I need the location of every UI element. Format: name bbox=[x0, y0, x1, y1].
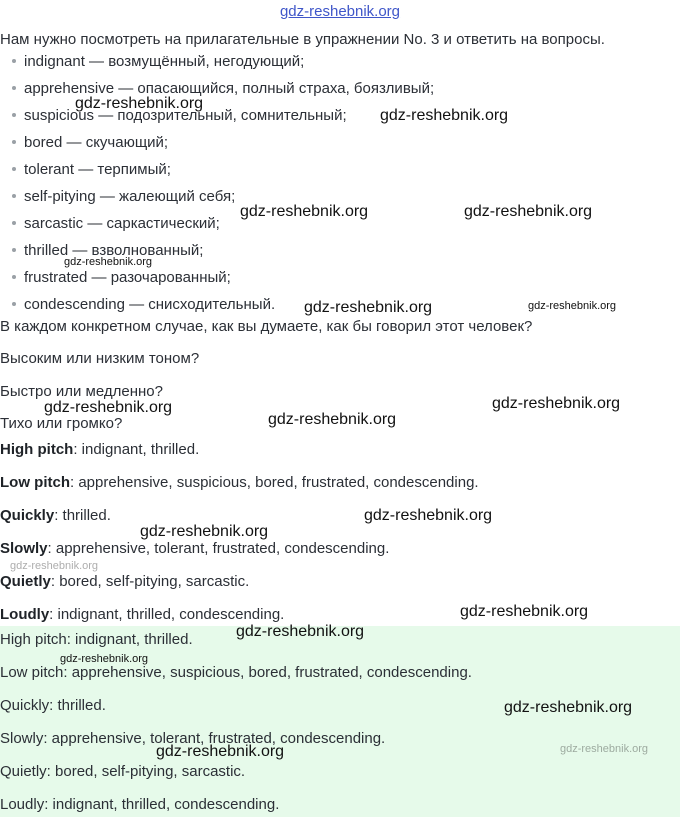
answer-plain-line: High pitch: indignant, thrilled. bbox=[0, 631, 193, 648]
answer-plain-line: Quickly: thrilled. bbox=[0, 697, 106, 714]
watermark: gdz-reshebnik.org bbox=[364, 507, 493, 524]
bullet-icon bbox=[12, 167, 16, 171]
question-text: В каждом конкретном случае, как вы думаете, как бы говорил этот человек? bbox=[0, 318, 533, 335]
list-item bbox=[12, 269, 231, 287]
adjective-text: condescending — снисходительный. bbox=[24, 296, 276, 313]
adjective-text: apprehensive — опасающийся, полный страха, боязливый; bbox=[24, 80, 435, 97]
watermark: gdz-reshebnik.org bbox=[460, 603, 589, 620]
answer-label: Quickly bbox=[0, 507, 55, 524]
answer-line bbox=[0, 474, 479, 492]
bullet-icon bbox=[12, 221, 16, 225]
bullet-icon bbox=[12, 86, 16, 90]
watermark: gdz-reshebnik.org bbox=[140, 523, 269, 540]
answer-value: : apprehensive, suspicious, bored, frustrated, condescending. bbox=[70, 474, 479, 491]
bullet-icon bbox=[12, 302, 16, 306]
bullet-icon bbox=[12, 275, 16, 279]
watermark: gdz-reshebnik.org bbox=[236, 623, 365, 640]
watermark: gdz-reshebnik.org bbox=[492, 395, 621, 412]
adjective-text: suspicious — подозрительный, сомнительный; bbox=[24, 107, 347, 124]
answer-plain-line: Quietly: bored, self-pitying, sarcastic. bbox=[0, 763, 246, 780]
answer-plain-line: Low pitch: apprehensive, suspicious, bored, frustrated, condescending. bbox=[0, 664, 472, 681]
site-link[interactable]: gdz-reshebnik.org bbox=[279, 3, 401, 20]
list-item bbox=[12, 53, 304, 71]
watermark: gdz-reshebnik.org bbox=[560, 743, 649, 755]
watermark: gdz-reshebnik.org bbox=[528, 300, 617, 312]
watermark: gdz-reshebnik.org bbox=[240, 203, 369, 220]
answer-plain-line: Slowly: apprehensive, tolerant, frustrated, condescending. bbox=[0, 730, 386, 747]
watermark: gdz-reshebnik.org bbox=[304, 299, 433, 316]
answer-value: : indignant, thrilled, condescending. bbox=[49, 606, 285, 623]
bullet-icon bbox=[12, 140, 16, 144]
bullet-icon bbox=[12, 194, 16, 198]
watermark: gdz-reshebnik.org bbox=[10, 560, 99, 572]
watermark: gdz-reshebnik.org bbox=[268, 411, 397, 428]
answer-value: : thrilled. bbox=[54, 507, 111, 524]
bullet-icon bbox=[12, 248, 16, 252]
intro-text: Нам нужно посмотреть на прилагательные в упражнении No. 3 и ответить на вопросы. bbox=[0, 31, 605, 48]
question-text: Высоким или низким тоном? bbox=[0, 350, 200, 367]
adjective-text: indignant — возмущённый, негодующий; bbox=[24, 53, 305, 70]
answer-label: Loudly bbox=[0, 606, 50, 623]
bullet-icon bbox=[12, 59, 16, 63]
answer-value: : apprehensive, tolerant, frustrated, condescending. bbox=[47, 540, 390, 557]
list-item bbox=[12, 188, 235, 206]
answer-value: : indignant, thrilled. bbox=[73, 441, 200, 458]
watermark: gdz-reshebnik.org bbox=[380, 107, 509, 124]
answer-plain-line: Loudly: indignant, thrilled, condescending. bbox=[0, 796, 280, 813]
list-item bbox=[12, 296, 275, 314]
adjective-text: sarcastic — саркастический; bbox=[24, 215, 220, 232]
adjective-text: tolerant — терпимый; bbox=[24, 161, 171, 178]
answer-value: : bored, self-pitying, sarcastic. bbox=[50, 573, 250, 590]
adjective-text: self-pitying — жалеющий себя; bbox=[24, 188, 236, 205]
watermark: gdz-reshebnik.org bbox=[64, 256, 153, 268]
watermark: gdz-reshebnik.org bbox=[156, 743, 285, 760]
list-item bbox=[12, 161, 171, 179]
adjective-text: frustrated — разочарованный; bbox=[24, 269, 231, 286]
adjective-text: thrilled — взволнованный; bbox=[24, 242, 204, 259]
watermark: gdz-reshebnik.org bbox=[504, 699, 633, 716]
bullet-icon bbox=[12, 113, 16, 117]
watermark: gdz-reshebnik.org bbox=[75, 95, 204, 112]
answer-label: High pitch bbox=[0, 441, 74, 458]
question-text: Тихо или громко? bbox=[0, 415, 123, 432]
list-item bbox=[12, 215, 220, 233]
answer-label: Slowly bbox=[0, 540, 48, 557]
answer-line bbox=[0, 606, 284, 624]
answer-line bbox=[0, 573, 249, 591]
adjective-text: bored — скучающий; bbox=[24, 134, 169, 151]
answer-label: Low pitch bbox=[0, 474, 70, 491]
list-item bbox=[12, 134, 168, 152]
answer-line bbox=[0, 441, 199, 459]
watermark: gdz-reshebnik.org bbox=[60, 653, 149, 665]
watermark: gdz-reshebnik.org bbox=[44, 399, 173, 416]
watermark: gdz-reshebnik.org bbox=[464, 203, 593, 220]
answer-label: Quietly bbox=[0, 573, 51, 590]
question-text: Быстро или медленно? bbox=[0, 383, 163, 400]
answer-line bbox=[0, 540, 389, 558]
answer-line bbox=[0, 507, 111, 525]
